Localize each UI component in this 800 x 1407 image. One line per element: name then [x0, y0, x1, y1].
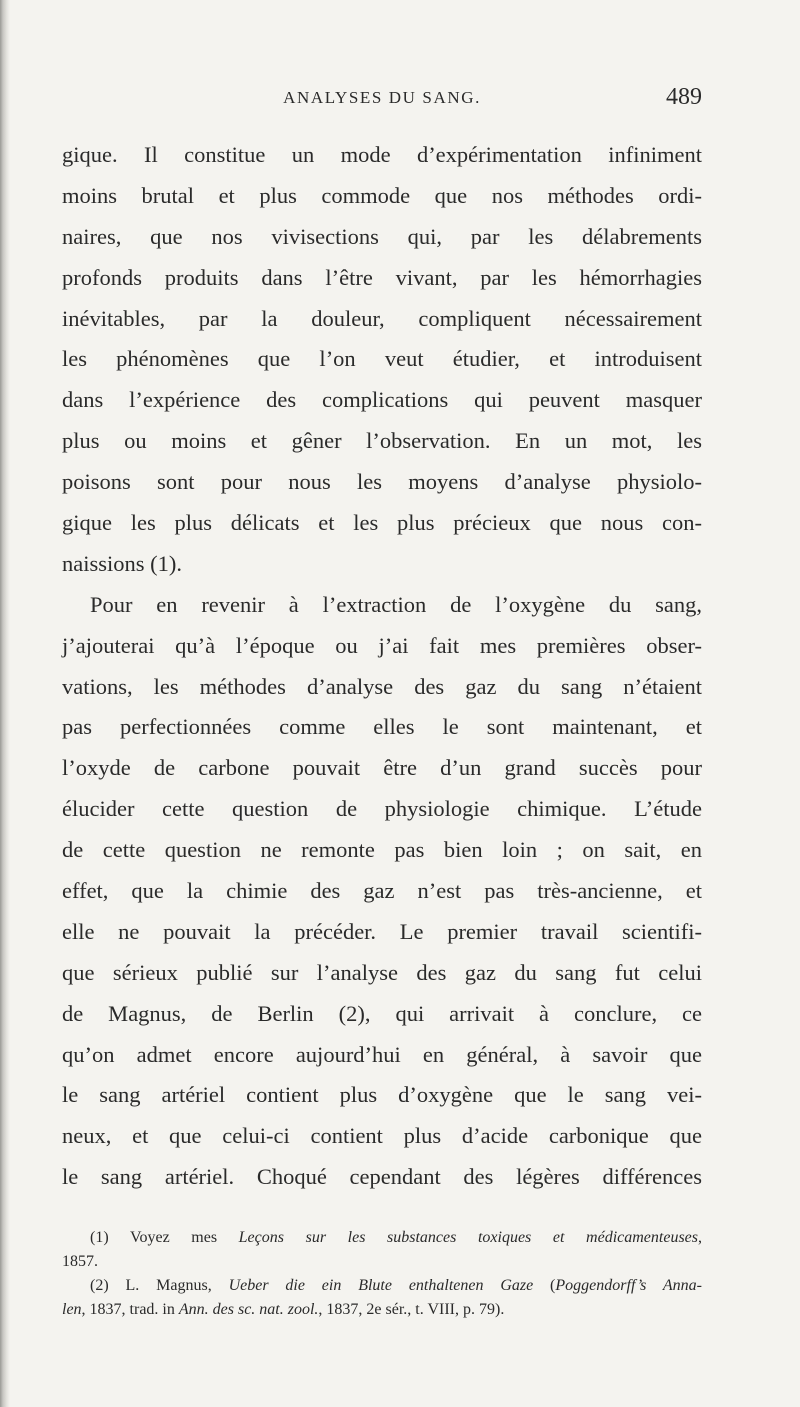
page-edge-shadow	[0, 0, 10, 1407]
text-line: Pour en revenir à l’extraction de l’oxygène du sang,	[90, 591, 702, 617]
body-text	[62, 135, 702, 1198]
text-line: dans l’expérience des complications qui peuvent masquer	[62, 387, 702, 413]
text-line: élucider cette question de physiologie chimique. L’étude	[62, 796, 702, 822]
text-line: profonds produits dans l’être vivant, par les hémorrhagies	[62, 264, 702, 290]
text-line: l’oxyde de carbone pouvait être d’un grand succès pour	[62, 755, 702, 781]
footnote-1-marker: (1) Voyez mes	[90, 1229, 239, 1247]
footnote-2-journal: Poggendorff’s Anna-	[555, 1277, 703, 1295]
page-number: 489	[666, 84, 702, 110]
text-line: moins brutal et plus commode que nos méthodes ordi-	[62, 182, 702, 208]
text-line: neux, et que celui-ci contient plus d’acide carbonique que	[62, 1123, 702, 1149]
text-line: gique. Il constitue un mode d’expérimentation infiniment	[62, 142, 702, 167]
text-line: effet, que la chimie des gaz n’est pas très-ancienne, et	[62, 878, 702, 904]
text-line: les phénomènes que l’on veut étudier, et introduisent	[62, 346, 702, 372]
running-head: ANALYSES DU SANG.	[283, 88, 481, 107]
footnote-2-marker: (2) L. Magnus,	[90, 1277, 229, 1295]
text-line: pas perfectionnées comme elles le sont maintenant, et	[62, 714, 702, 740]
footnote-2-title: Ueber die ein Blute enthaltenen Gaze	[228, 1277, 534, 1295]
text-line: naires, que nos vivisections qui, par les délabrements	[62, 223, 702, 249]
footnote-2-tail: , 1837, 2e sér., t. VIII, p. 79).	[318, 1301, 505, 1319]
text-line: inévitables, par la douleur, compliquent nécessairement	[62, 305, 702, 331]
text-line: vations, les méthodes d’analyse des gaz du sang n’étaient	[62, 673, 702, 699]
footnote-2-mid: , 1837, trad. in	[81, 1301, 179, 1319]
footnote-1	[62, 1226, 702, 1250]
footnote-2-journal-end: len	[62, 1301, 82, 1319]
footnotes	[62, 1226, 702, 1322]
footnote-1-title: Leçons sur les substances toxiques et médicamenteuses	[238, 1229, 698, 1247]
footnote-2	[62, 1274, 702, 1298]
book-page	[62, 84, 702, 1322]
footnote-1-year: 1857.	[62, 1253, 98, 1271]
text-line: elle ne pouvait la précéder. Le premier travail scientifi-	[62, 918, 702, 944]
text-line: gique les plus délicats et les plus précieux que nous con-	[62, 510, 702, 536]
text-line: de Magnus, de Berlin (2), qui arrivait à conclure, ce	[62, 1000, 702, 1026]
text-line: qu’on admet encore aujourd’hui en général, à savoir que	[62, 1041, 702, 1067]
footnote-2-cont	[62, 1298, 702, 1322]
footnote-1-tail: ,	[698, 1229, 702, 1247]
text-line: le sang artériel. Choqué cependant des légères différences	[62, 1164, 702, 1190]
text-line: le sang artériel contient plus d’oxygène que le sang vei-	[62, 1082, 702, 1108]
footnote-2-ann: Ann. des sc. nat. zool.	[178, 1301, 319, 1319]
text-line: j’ajouterai qu’à l’époque ou j’ai fait mes premières obser-	[62, 632, 702, 658]
footnote-2-open: (	[533, 1277, 556, 1295]
text-line: naissions (1).	[62, 550, 182, 576]
text-line: plus ou moins et gêner l’observation. En un mot, les	[62, 428, 702, 454]
text-line: de cette question ne remonte pas bien loin ; on sait, en	[62, 837, 702, 863]
text-line: que sérieux publié sur l’analyse des gaz du sang fut celui	[62, 959, 702, 985]
text-line: poisons sont pour nous les moyens d’analyse physiolo-	[62, 469, 702, 495]
page-header	[62, 84, 702, 118]
